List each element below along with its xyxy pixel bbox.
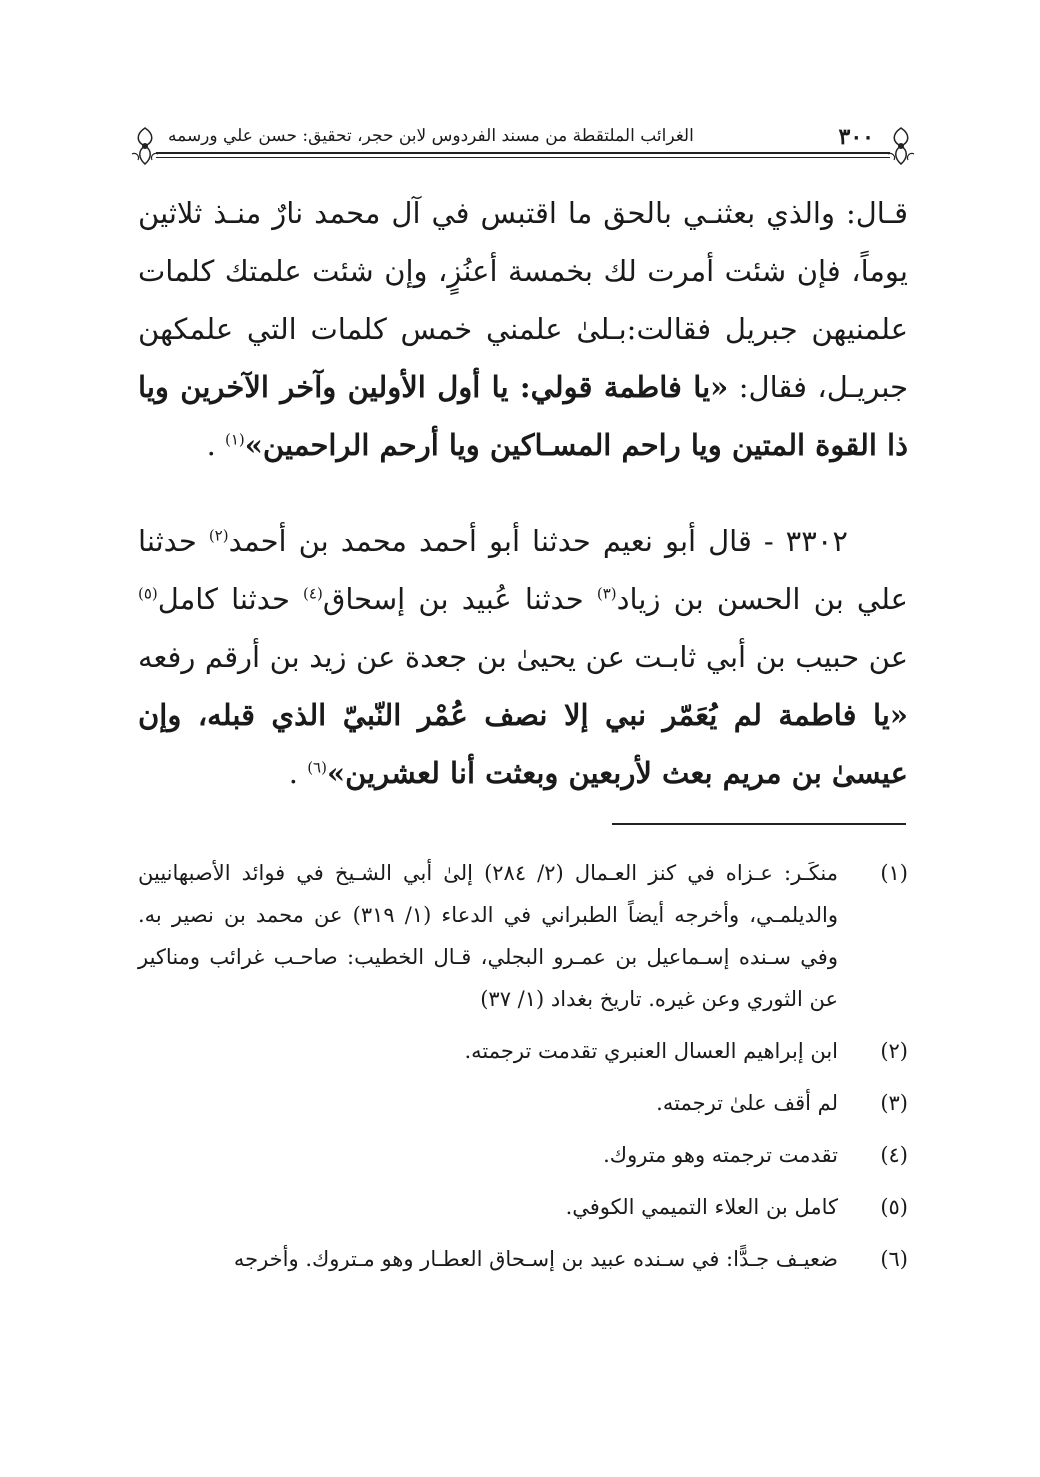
footnote-separator xyxy=(612,823,906,825)
footnote-text: منكَـر: عـزاه في كنز العـمال (٢/ ٢٨٤) إلىٰ أبي الشـيخ في فوائد الأصبهانيين والديلمـي، وأخرجه أيضاً الطبراني في الدعاء (١/ ٣١٩) عن محمد بن نصير به. وفي سـنده إسـماعيل بن عمـرو البجلي، قـال الخطيب: صاحـب غرائب ومناكير عن الثوري وعن غيره. تاريخ بغداد (١/ ٣٧) xyxy=(138,861,838,1011)
quote-close: » xyxy=(326,756,346,790)
footnote-ref[interactable]: (٤) xyxy=(303,584,323,603)
paragraph-text: حدثنا عُبيد بن إسحاق xyxy=(322,582,597,616)
footnote-item xyxy=(138,852,908,1020)
hadith-paragraph-2 xyxy=(138,512,908,802)
header-rule-thin xyxy=(156,157,890,158)
paragraph-text: قـال: والذي بعثنـي بالحق ما اقتبس في آل محمد نارٌ منـذ ثلاثين يوماً، فإن شئت أمرت لك بخمسة أعنُزٍ، وإن شئت علمتك كلمات علمنيهن جبريل فقالت:بـلىٰ علمني خمس كلمات التي علمكهن جبريـل، فقال: xyxy=(138,196,909,404)
hadith-quote: يا فاطمة قولي: يا أول الأولين وآخر الآخرين ويا ذا القوة المتين ويا راحم المسـاكين ويا أرحم الراحمين xyxy=(138,370,908,462)
paragraph-text: حدثنا كامل xyxy=(157,582,304,616)
footnote-ref[interactable]: (٥) xyxy=(138,584,158,603)
footnote-number: (٣) xyxy=(880,1091,908,1115)
footnote-number: (٦) xyxy=(880,1247,908,1271)
quote-close: » xyxy=(244,428,263,462)
footnotes xyxy=(138,852,908,1280)
running-title: الغرائب الملتقطة من مسند الفردوس لابن حجر، تحقيق: حسن علي ورسمه xyxy=(168,126,694,146)
ornament-right-icon xyxy=(884,126,918,168)
footnote-item xyxy=(138,1134,908,1176)
footnote-number: (١) xyxy=(880,861,908,885)
footnote-ref[interactable]: (١) xyxy=(225,430,245,449)
footnote-text: ضعيـف جـدًّا: في سـنده عبيد بن إسـحاق العطـار وهو مـتروك. وأخرجه xyxy=(233,1247,838,1271)
hadith-paragraph-1 xyxy=(138,184,908,474)
footnote-text: لم أقف علىٰ ترجمته. xyxy=(656,1091,838,1115)
footnote-text: تقدمت ترجمته وهو متروك. xyxy=(603,1143,838,1167)
hadith-quote: يا فاطمة لم يُعَمّر نبي إلا نصف عُمْر النّبيّ الذي قبله، وإن عيسىٰ بن مريم بعث لأربعين وبعثت أنا لعشرين xyxy=(138,698,908,790)
footnote-ref[interactable]: (٣) xyxy=(596,584,617,603)
paragraph-text: حدثنا علي بن الحسن بن زياد xyxy=(138,524,908,616)
footnote-text: ابن إبراهيم العسال العنبري تقدمت ترجمته. xyxy=(464,1039,838,1063)
footnote-ref[interactable]: (٢) xyxy=(208,526,229,545)
header-rule xyxy=(156,152,890,154)
footnote-number: (٢) xyxy=(880,1039,908,1063)
footnote-text: كامل بن العلاء التميمي الكوفي. xyxy=(565,1195,838,1219)
ornament-left-icon xyxy=(128,126,162,168)
running-header xyxy=(128,112,918,172)
footnote-item xyxy=(138,1238,908,1280)
paragraph-text: عن حبيب بن أبي ثابـت عن يحيىٰ بن جعدة عن زيد بن أرقم رفعه xyxy=(138,640,908,674)
footnote-item xyxy=(138,1082,908,1124)
footnote-item xyxy=(138,1030,908,1072)
sentence-end: . xyxy=(206,428,216,462)
footnote-item xyxy=(138,1186,908,1228)
footnote-number: (٤) xyxy=(880,1143,908,1167)
sentence-end: . xyxy=(288,756,298,790)
footnote-number: (٥) xyxy=(880,1195,908,1219)
footnote-ref[interactable]: (٦) xyxy=(307,758,327,777)
quote-open: « xyxy=(710,370,729,404)
quote-open: « xyxy=(889,698,908,732)
page-number: ٣٠٠ xyxy=(838,124,874,150)
hadith-number: ٣٣٠٢ xyxy=(785,524,848,558)
paragraph-text: - قال أبو نعيم حدثنا أبو أحمد محمد بن أحمد xyxy=(228,524,786,558)
